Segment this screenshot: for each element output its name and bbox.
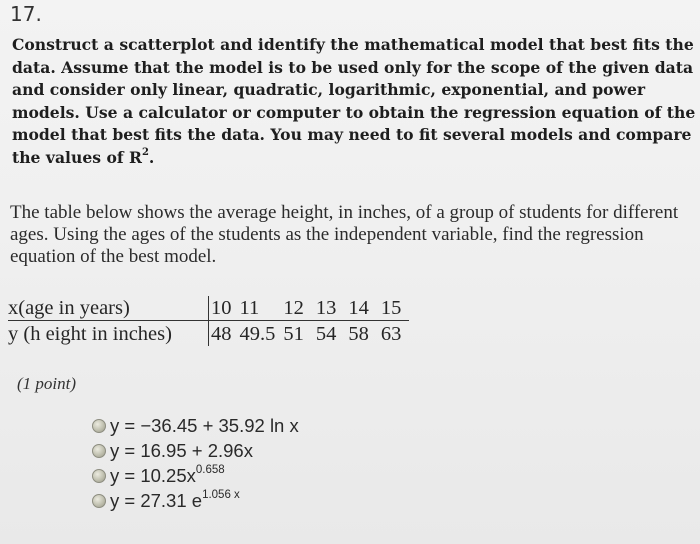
y-row-label: y (h eight in inches) (8, 323, 172, 345)
radio-button-icon[interactable] (92, 444, 106, 458)
option-label: y = 16.95 + 2.96x (110, 439, 253, 461)
point-value-label: (1 point) (17, 374, 77, 393)
y-value: 48 (209, 321, 240, 347)
option-exponent: 0.658 (195, 463, 225, 476)
option-linear[interactable] (92, 438, 299, 463)
x-value: 13 (316, 296, 349, 321)
option-base: y = 10.25x (110, 464, 196, 486)
x-value: 15 (381, 296, 410, 321)
data-table (8, 296, 409, 346)
x-row-label: x(age in years) (8, 296, 209, 321)
option-label (110, 490, 240, 512)
y-value: 49.5 (239, 323, 276, 345)
radio-button-icon[interactable] (92, 494, 106, 508)
y-value: 51 (283, 323, 304, 345)
x-value: 11 (240, 296, 284, 321)
instructions-text (12, 34, 696, 169)
option-label (110, 465, 225, 487)
option-exponential[interactable] (92, 488, 299, 513)
table-row-y (8, 321, 409, 347)
answer-options (92, 413, 299, 513)
instructions-body: Construct a scatterplot and identify the mathematical model that best fits the data. Assume that the model is to be used only for the scope of the given data and consider only linear, quadratic, logarithmic, exponential, and power models. Use a calculator or computer to obtain the regression equation of the model that best fits the data. You may need to fit several models and compare the values of R (12, 35, 696, 167)
x-value: 14 (348, 296, 381, 321)
radio-button-icon[interactable] (92, 419, 106, 433)
option-power[interactable] (92, 463, 299, 488)
table-row-x (8, 296, 409, 321)
option-base: y = 27.31 e (110, 489, 203, 511)
r-squared-superscript: 2 (141, 146, 149, 158)
option-exponent: 1.056 x (202, 488, 240, 501)
x-value: 10 (209, 296, 240, 321)
y-value: 63 (380, 323, 402, 345)
instructions-end: . (148, 147, 155, 167)
y-value: 58 (348, 323, 369, 345)
question-number: 17. (10, 2, 42, 26)
x-value: 12 (283, 296, 316, 321)
option-logarithmic[interactable] (92, 413, 299, 438)
problem-text: The table below shows the average height, in inches, of a group of students for different ages. Using the ages of the students as the independent variable, find the regression equation of the best model. (10, 202, 679, 267)
y-value: 54 (315, 323, 337, 345)
option-label: y = −36.45 + 35.92 ln x (110, 414, 299, 436)
radio-button-icon[interactable] (92, 469, 106, 483)
